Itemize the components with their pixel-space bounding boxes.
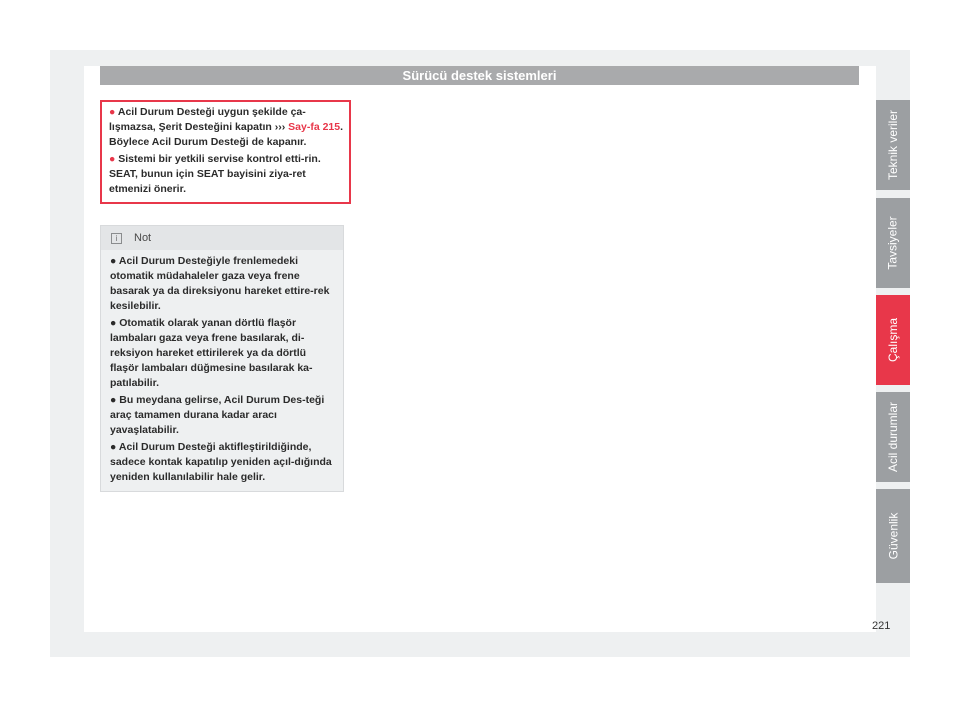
warning-item — [109, 152, 347, 197]
page-number: 221 — [872, 620, 891, 632]
section-title: Sürücü destek sistemleri — [402, 68, 557, 83]
note-title: Not — [134, 232, 152, 244]
note-item: ● Acil Durum Desteği aktifleştirildiğinde, sadece kontak kapatılıp yeniden açıl-dığında yeniden kullanılabilir hale gelir. — [110, 441, 332, 483]
note-body — [101, 250, 343, 491]
note-box — [100, 225, 344, 492]
tab-tavsiyeler[interactable] — [876, 198, 910, 288]
bullet-icon: ● — [109, 153, 116, 165]
note-item: ● Bu meydana gelirse, Acil Durum Des-teği araç tamamen durana kadar aracı yavaşlatabilir. — [110, 394, 325, 436]
warning-text: Acil Durum Desteği uygun şekilde ça-lışmazsa, Şerit Desteğini kapatın ››› — [109, 106, 306, 133]
tab-acil-durumlar[interactable] — [876, 392, 910, 482]
tab-label: Güvenlik — [886, 512, 900, 560]
tab-label: Tavsiyeler — [886, 216, 901, 270]
warning-text-continued: . Böylece Acil Durum Desteği de kapanır. — [109, 121, 344, 148]
tab-label: Teknik veriler — [886, 109, 900, 181]
tab-label: Çalışma — [886, 317, 901, 363]
note-item: ● Acil Durum Desteğiyle frenlemedeki otomatik müdahaleler gaza veya frene basarak ya da direksiyonu hareket ettire-rek kesilebilir. — [110, 255, 330, 312]
info-icon: i — [111, 233, 122, 244]
page-reference-link[interactable]: Say-fa 215 — [288, 121, 341, 133]
warning-box — [100, 100, 351, 204]
tab-teknik-veriler[interactable] — [876, 100, 910, 190]
page-header — [100, 66, 859, 85]
note-item: ● Otomatik olarak yanan dörtlü flaşör lambaları gaza veya frene basılarak, di-reksiyon hareket ettirilerek ya da dörtlü flaşör lambaları düğmesine basılarak ka-patılabilir. — [110, 317, 313, 389]
warning-item — [109, 105, 347, 150]
note-header — [101, 226, 343, 250]
tab-calisma[interactable] — [876, 295, 910, 385]
warning-text: Sistemi bir yetkili servise kontrol etti-rin. SEAT, bunun için SEAT bayisini ziya-ret etmenizi önerir. — [109, 153, 321, 195]
tab-guvenlik[interactable] — [876, 489, 910, 583]
tab-label: Acil durumlar — [886, 401, 900, 473]
bullet-icon: ● — [109, 106, 116, 118]
